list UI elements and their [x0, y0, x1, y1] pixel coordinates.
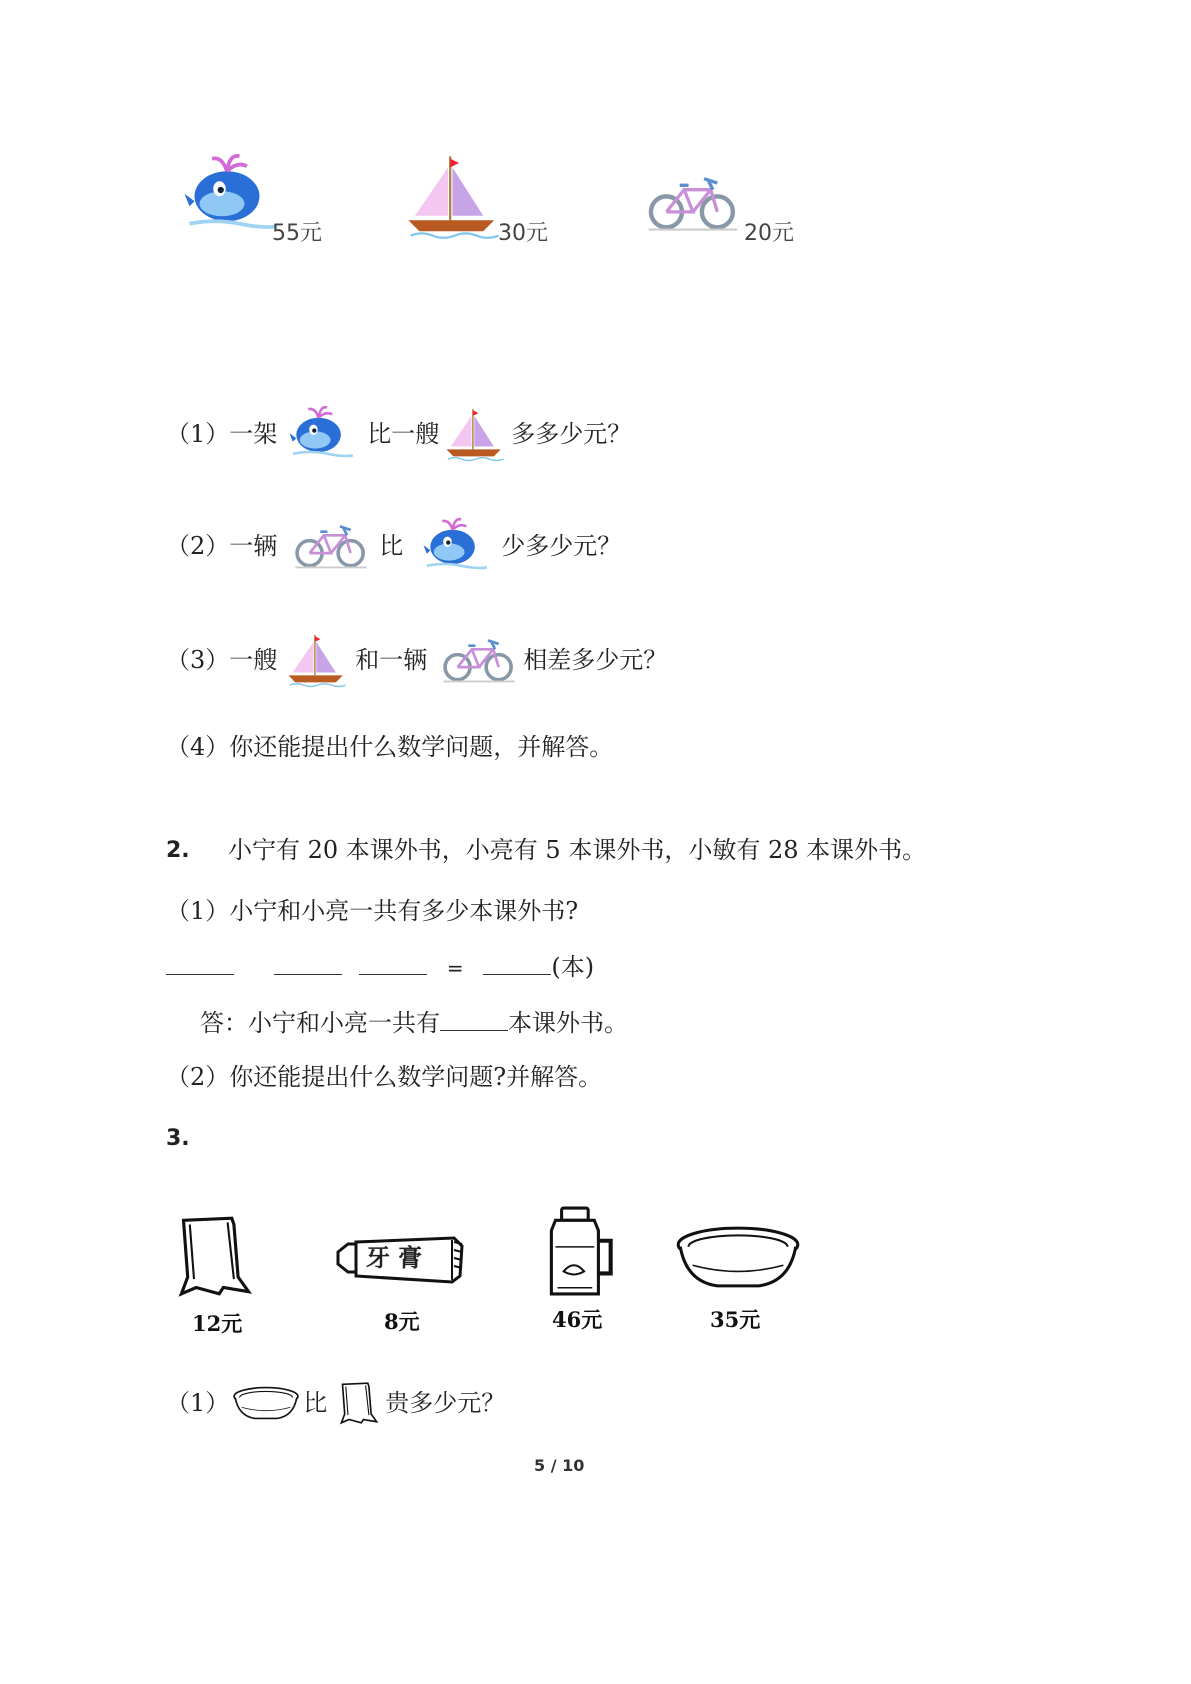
q2-number: 2. — [166, 838, 190, 863]
q2-equation — [166, 952, 594, 983]
q1-sub3-text-a: （3）一艘 — [166, 646, 278, 674]
basin-icon — [233, 1385, 299, 1421]
q1-sub2 — [166, 516, 621, 576]
towel-icon — [172, 1214, 258, 1298]
q3-sub1-text-b: 比 — [303, 1389, 328, 1417]
unit-label: (本) — [551, 953, 595, 981]
q3-item-basin — [676, 1224, 800, 1294]
toothpaste-label: 牙膏 — [366, 1244, 430, 1272]
equation-blank-2[interactable] — [274, 952, 342, 975]
q1-sub1 — [166, 404, 631, 464]
whale-price: 55元 — [272, 221, 322, 246]
sailboat-icon — [445, 406, 505, 462]
q3-number: 3. — [166, 1126, 190, 1151]
bike-price: 20元 — [744, 221, 794, 246]
page-number: 5 / 10 — [534, 1456, 585, 1475]
q3-item-toothpaste — [332, 1224, 468, 1292]
q1-sub2-text-a: （2）一辆 — [166, 532, 278, 560]
toy-boat-item — [406, 152, 501, 244]
toothpaste-price: 8元 — [384, 1309, 420, 1334]
equation-blank-1[interactable] — [166, 952, 234, 975]
q1-sub1-text-a: （1）一架 — [166, 420, 278, 448]
cup-price: 46元 — [552, 1307, 603, 1332]
towel-icon — [337, 1381, 381, 1425]
q3-item-towel — [172, 1214, 258, 1302]
bicycle-icon — [443, 635, 515, 685]
q2-text: 小宁有 20 本课外书，小亮有 5 本课外书，小敏有 28 本课外书。 — [228, 836, 927, 864]
q3-sub1-text-c: 贵多少元？ — [385, 1389, 506, 1417]
equation-blank-3[interactable] — [359, 952, 427, 975]
q1-sub1-text-b: 比一艘 — [367, 420, 440, 448]
q1-sub2-text-c: 少多少元？ — [501, 532, 622, 560]
whale-toy-icon — [287, 404, 357, 464]
answer-blank[interactable] — [440, 1008, 508, 1031]
basin-price: 35元 — [710, 1307, 761, 1332]
bicycle-icon — [295, 521, 367, 571]
towel-price: 12元 — [192, 1311, 243, 1336]
toy-bike-item — [648, 172, 738, 238]
whale-toy-icon — [182, 150, 282, 240]
toy-whale-item — [182, 150, 282, 244]
sailboat-icon — [406, 152, 501, 240]
q3-sub1 — [166, 1380, 505, 1426]
q1-sub3-text-c: 相差多少元？ — [523, 646, 668, 674]
sailboat-icon — [287, 632, 347, 688]
q3-item-cup — [542, 1206, 618, 1302]
equation-result-blank[interactable] — [483, 952, 551, 975]
q2-answer — [200, 1008, 628, 1038]
q1-sub2-text-b: 比 — [379, 532, 404, 560]
whale-toy-icon — [421, 516, 491, 576]
bicycle-icon — [648, 172, 738, 234]
boat-price: 30元 — [498, 221, 548, 246]
q3-sub1-text-a: （1） — [166, 1389, 230, 1417]
q2-answer-text-a: 答：小宁和小亮一共有 — [200, 1009, 440, 1037]
basin-icon — [676, 1224, 800, 1290]
q2-answer-text-b: 本课外书。 — [508, 1009, 628, 1037]
q1-sub1-text-c: 多多少元？ — [511, 420, 632, 448]
q2-sub1: （1）小宁和小亮一共有多少本课外书? — [166, 897, 579, 925]
cup-icon — [542, 1206, 618, 1298]
equals-sign: = — [446, 956, 464, 980]
q2-sub2: （2）你还能提出什么数学问题?并解答。 — [166, 1063, 603, 1091]
q1-sub4: （4）你还能提出什么数学问题，并解答。 — [166, 733, 614, 761]
q1-sub3 — [166, 630, 667, 690]
q1-sub3-text-b: 和一辆 — [355, 646, 428, 674]
